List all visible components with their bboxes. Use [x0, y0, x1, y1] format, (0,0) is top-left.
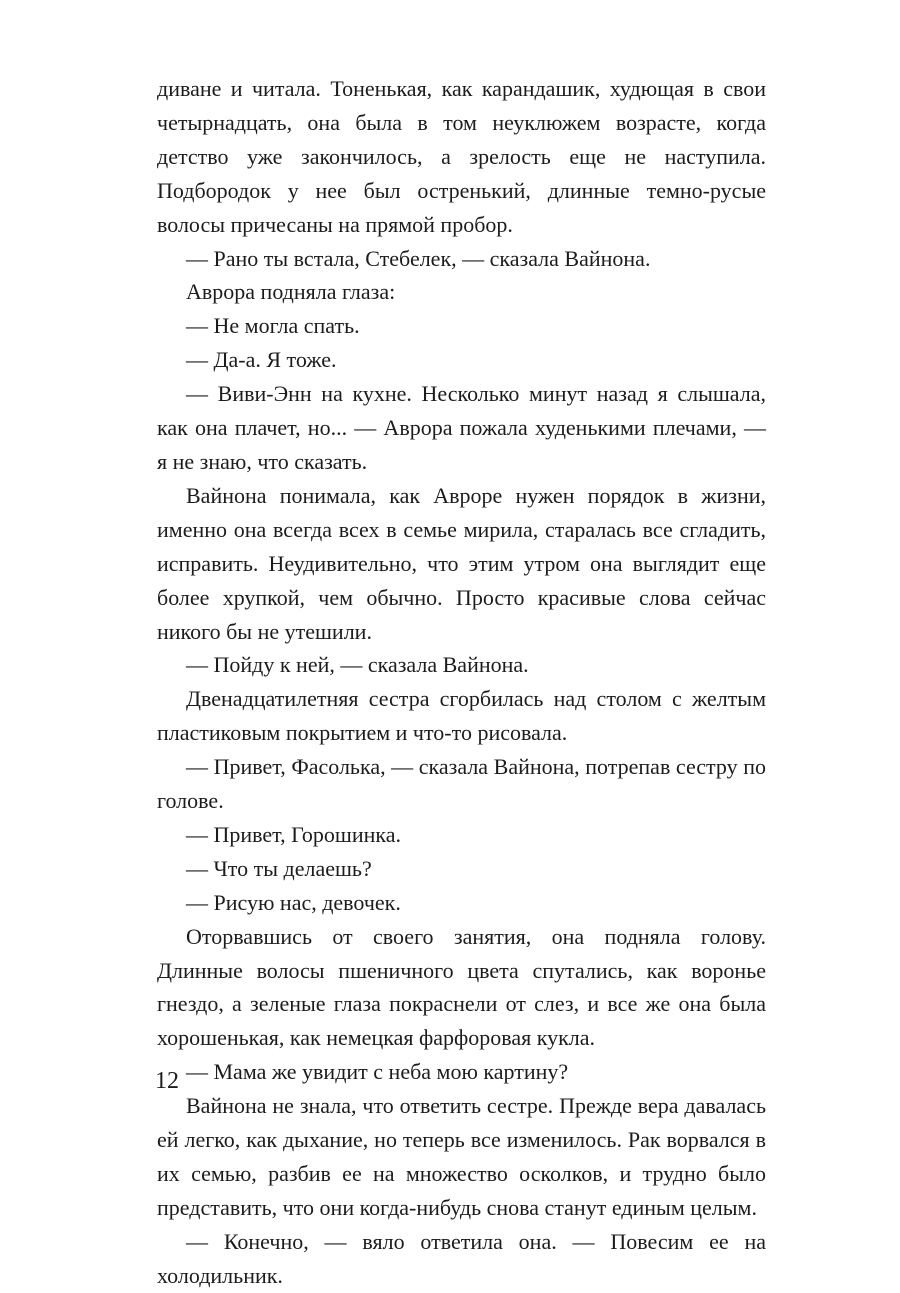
- paragraph: — Виви-Энн на кухне. Несколько минут назад я слышала, как она плачет, но... — Аврора пожала худенькими плечами, — я не знаю, что сказать.: [157, 381, 766, 474]
- paragraph: — Рано ты встала, Стебелек, — сказала Вайнона.: [186, 245, 651, 271]
- paragraph: диване и читала. Тоненькая, как карандашик, худющая в свои четырнадцать, она была в том неуклюжем возрасте, когда детство уже закончилось, а зрелость еще не наступила. Подбородок у нее был остренький, длинные темно-русые волосы причесаны на прямой пробор.: [157, 76, 766, 237]
- paragraph: — Рисую нас, девочек.: [186, 889, 401, 915]
- paragraph: Аврора подняла глаза:: [186, 279, 396, 305]
- paragraph: Вайнона понимала, как Авроре нужен порядок в жизни, именно она всегда всех в семье мирила, старалась все сгладить, исправить. Неудивительно, что этим утром она выглядит еще более хрупкой, чем обычно. Просто красивые слова сейчас никого бы не утешили.: [157, 482, 766, 644]
- paragraph: — Конечно, — вяло ответила она. — Повесим ее на холодильник.: [157, 1228, 766, 1288]
- paragraph: — Привет, Горошинка.: [186, 821, 402, 847]
- paragraph: Оторвавшись от своего занятия, она подняла голову. Длинные волосы пшеничного цвета спутались, как воронье гнездо, а зеленые глаза покраснели от слез, и все же она была хорошенькая, как немецкая фарфоровая кукла.: [157, 923, 766, 1051]
- paragraph: Вайнона не знала, что ответить сестре. Прежде вера давалась ей легко, как дыхание, но теперь все изменилось. Рак ворвался в их семью, разбив ее на множество осколков, и трудно было представить, что они когда-нибудь снова станут единым целым.: [157, 1093, 766, 1220]
- page-number: 12: [155, 1068, 179, 1094]
- body-text: [157, 72, 766, 1293]
- paragraph: — Да-а. Я тоже.: [186, 347, 337, 373]
- paragraph: — Пойду к ней, — сказала Вайнона.: [186, 652, 529, 678]
- paragraph: — Что ты делаешь?: [186, 855, 372, 881]
- paragraph: Двенадцатилетняя сестра сгорбилась над столом с желтым пластиковым покрытием и что-то рисовала.: [157, 686, 766, 746]
- paragraph: — Не могла спать.: [186, 313, 360, 339]
- paragraph: — Привет, Фасолька, — сказала Вайнона, потрепав сестру по голове.: [157, 754, 766, 814]
- paragraph: — Мама же увидит с неба мою картину?: [186, 1059, 569, 1085]
